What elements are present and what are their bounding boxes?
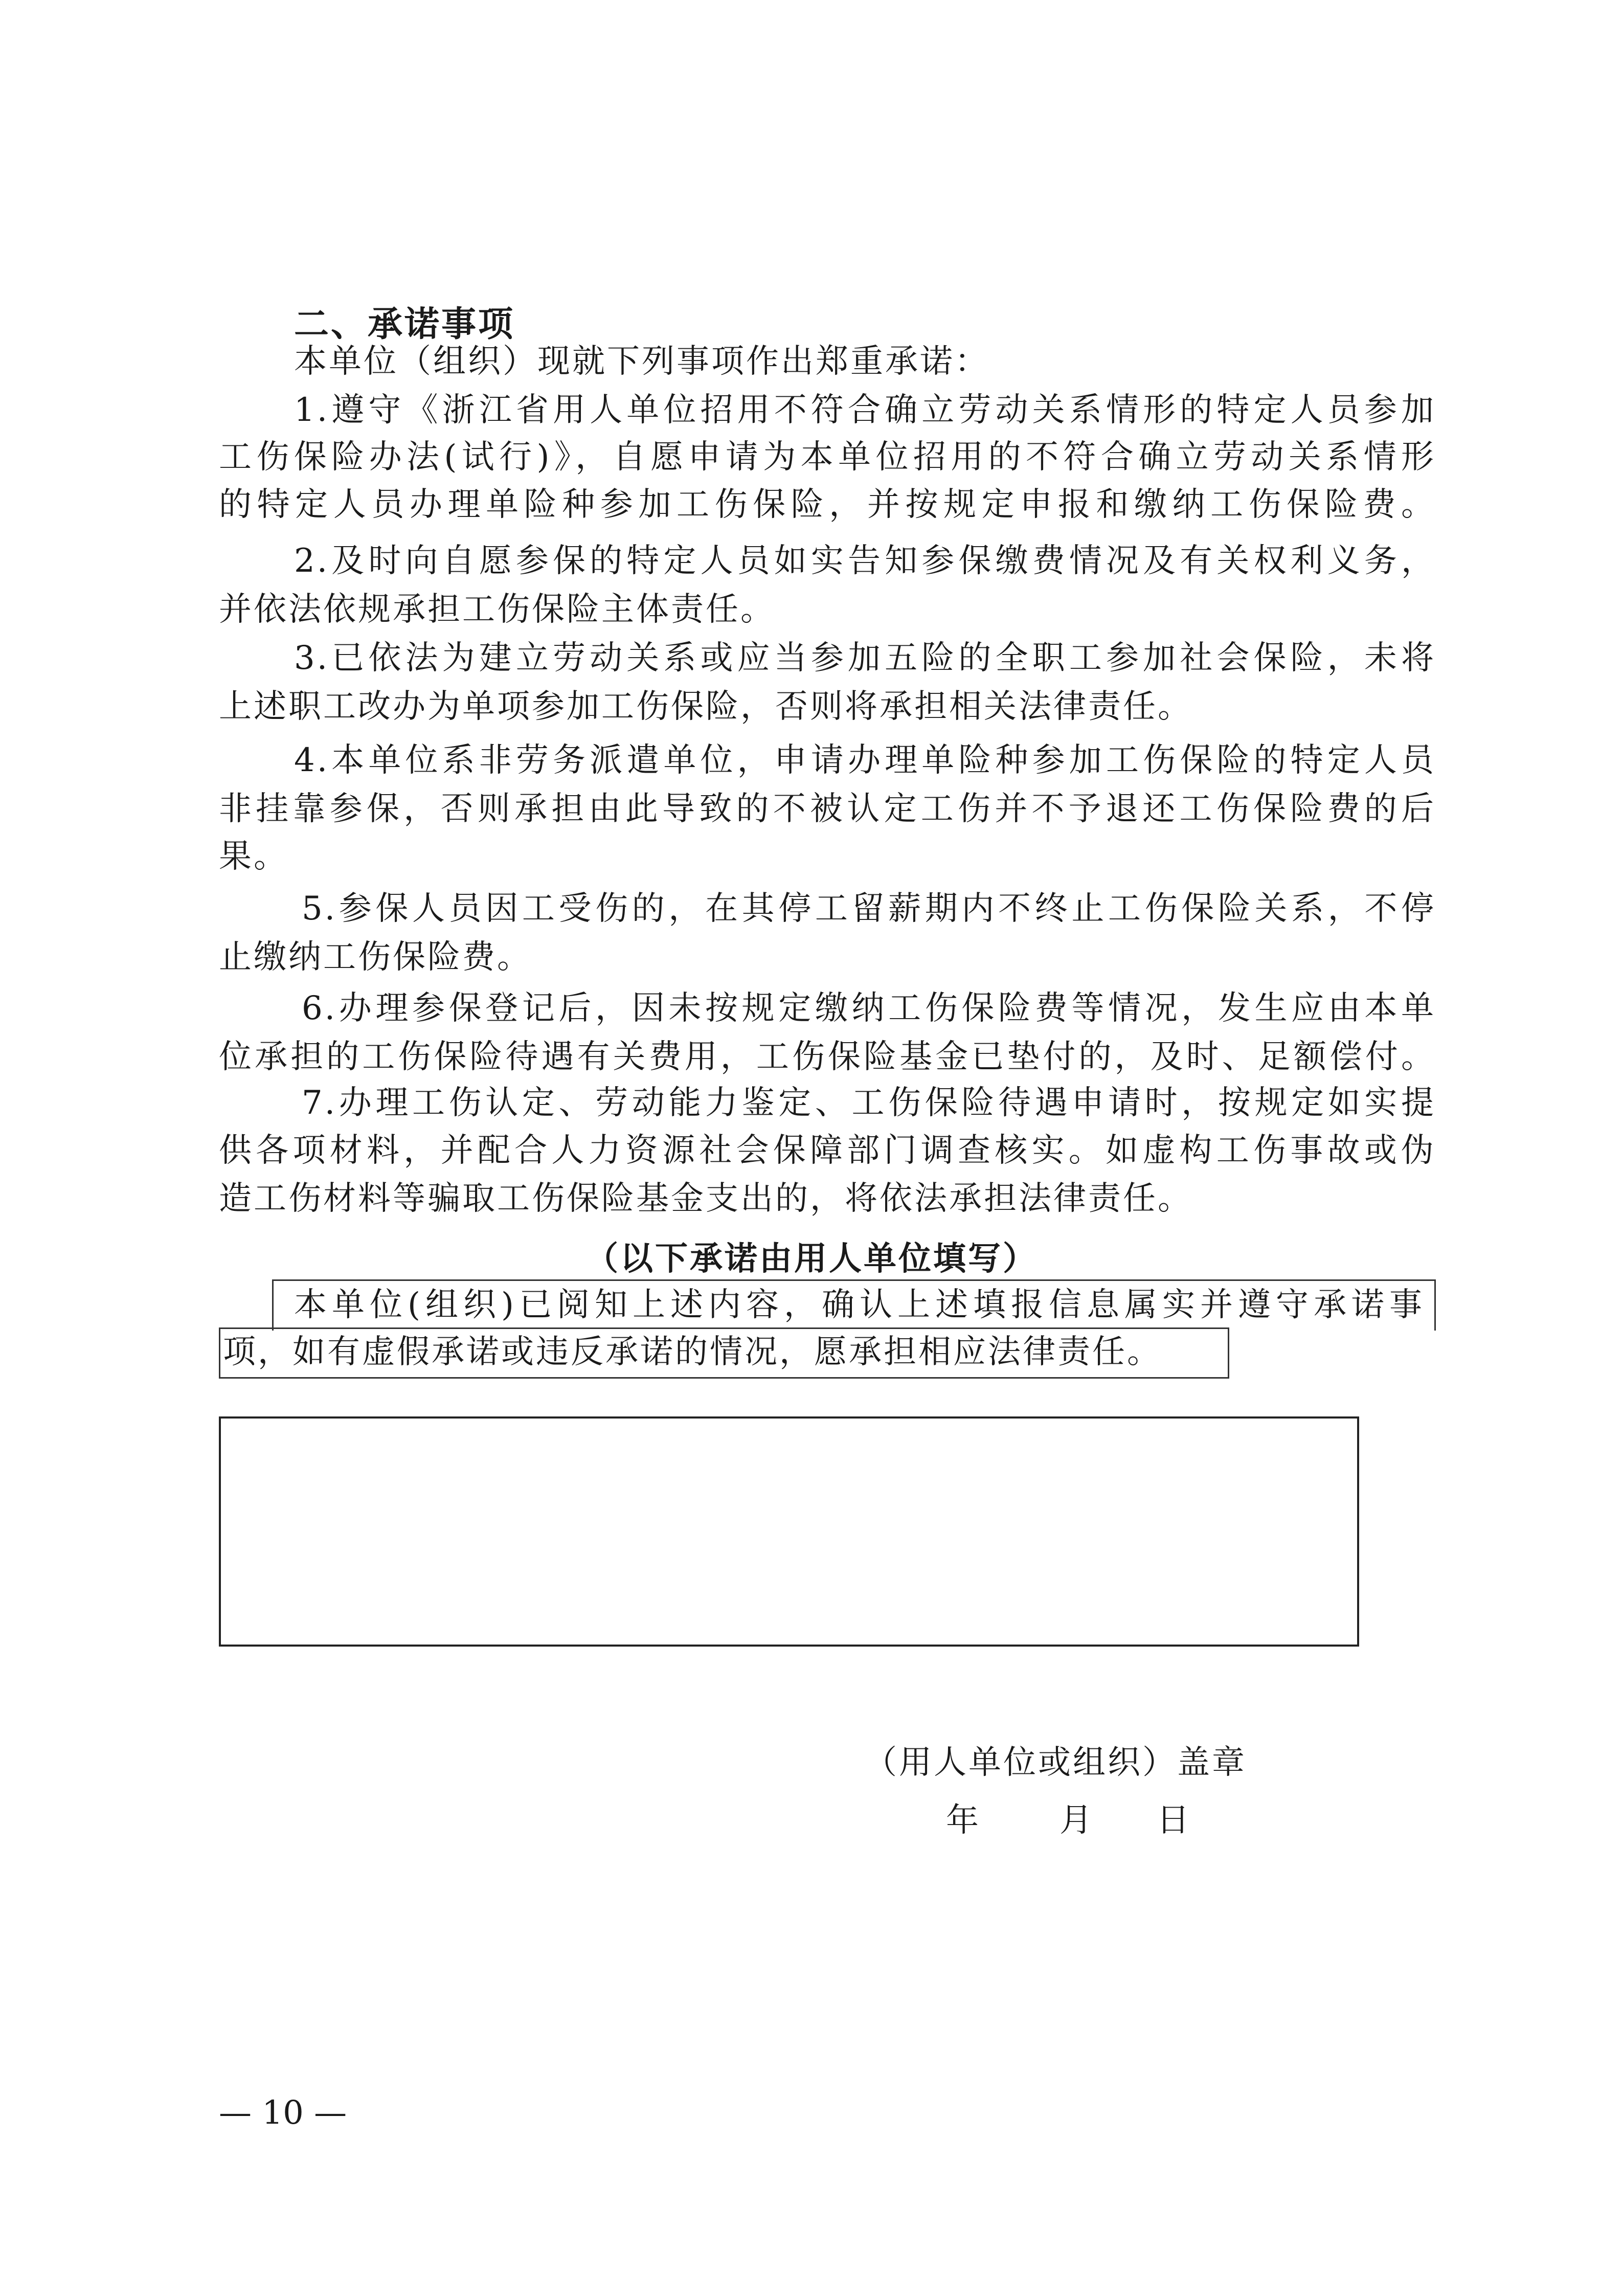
item-1-line-3: 的特定人员办理单险种参加工伤保险，并按规定申报和缴纳工伤保险费。 bbox=[219, 486, 1436, 524]
item-7-line-2: 供各项材料，并配合人力资源社会保障部门调查核实。如虚构工伤事故或伪 bbox=[219, 1132, 1436, 1169]
employer-statement-line-1: 本单位(组织)已阅知上述内容，确认上述填报信息属实并遵守承诺事 bbox=[294, 1286, 1424, 1324]
page-number: — 10 — bbox=[219, 2094, 347, 2132]
item-2-line-1: 2.及时向自愿参保的特定人员如实告知参保缴费情况及有关权利义务， bbox=[294, 542, 1436, 580]
signature-box[interactable] bbox=[219, 1416, 1359, 1647]
item-5-line-2: 止缴纳工伤保险费。 bbox=[219, 938, 532, 976]
item-4-line-3: 果。 bbox=[219, 838, 288, 875]
section-title: 二、承诺事项 bbox=[294, 304, 515, 345]
employer-statement-line-2: 项，如有虚假承诺或违反承诺的情况，愿承担相应法律责任。 bbox=[223, 1333, 1162, 1371]
employer-heading: （以下承诺由用人单位填写） bbox=[585, 1240, 1038, 1278]
item-1-line-1: 1.遵守《浙江省用人单位招用不符合确立劳动关系情形的特定人员参加 bbox=[294, 391, 1436, 429]
date-month-label: 月 bbox=[1060, 1802, 1092, 1839]
item-6-line-2: 位承担的工伤保险待遇有关费用，工伤保险基金已垫付的，及时、足额偿付。 bbox=[219, 1038, 1436, 1076]
item-6-line-1: 6.办理参保登记后，因未按规定缴纳工伤保险费等情况，发生应由本单 bbox=[302, 989, 1436, 1027]
item-3-line-1: 3.已依法为建立劳动关系或应当参加五险的全职工参加社会保险，未将 bbox=[294, 639, 1436, 677]
item-3-line-2: 上述职工改办为单项参加工伤保险，否则将承担相关法律责任。 bbox=[219, 688, 1192, 726]
date-year-label: 年 bbox=[946, 1802, 979, 1839]
intro-text: 本单位（组织）现就下列事项作出郑重承诺： bbox=[294, 343, 989, 380]
item-5-line-1: 5.参保人员因工受伤的，在其停工留薪期内不终止工伤保险关系，不停 bbox=[302, 890, 1436, 928]
item-4-line-1: 4.本单位系非劳务派遣单位，申请办理单险种参加工伤保险的特定人员 bbox=[294, 741, 1436, 779]
date-day-label: 日 bbox=[1157, 1802, 1189, 1839]
item-2-line-2: 并依法依规承担工伤保险主体责任。 bbox=[219, 591, 775, 628]
item-4-line-2: 非挂靠参保，否则承担由此导致的不被认定工伤并不予退还工伤保险费的后 bbox=[219, 790, 1436, 828]
item-7-line-1: 7.办理工伤认定、劳动能力鉴定、工伤保险待遇申请时，按规定如实提 bbox=[302, 1084, 1436, 1122]
item-7-line-3: 造工伤材料等骗取工伤保险基金支出的，将依法承担法律责任。 bbox=[219, 1180, 1192, 1218]
stamp-label: （用人单位或组织）盖章 bbox=[864, 1744, 1247, 1782]
item-1-line-2: 工伤保险办法(试行)》，自愿申请为本单位招用的不符合确立劳动关系情形 bbox=[219, 438, 1436, 476]
